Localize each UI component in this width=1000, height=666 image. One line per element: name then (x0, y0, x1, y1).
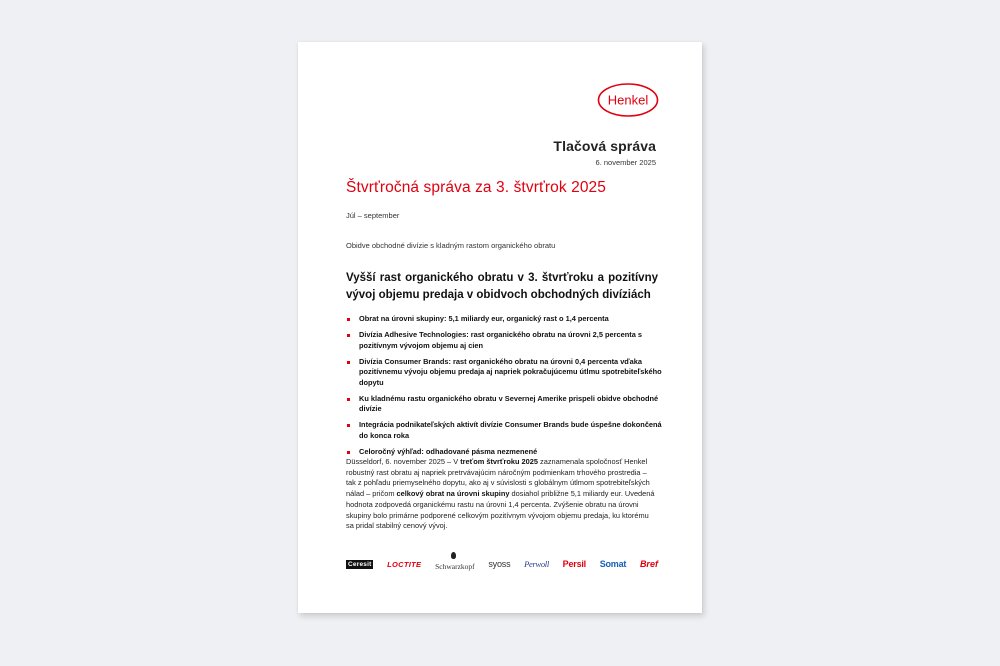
bullet-square-icon (347, 451, 350, 454)
bullet-square-icon (347, 398, 350, 401)
bullet-square-icon (347, 424, 350, 427)
release-date: 6. november 2025 (595, 158, 656, 167)
key-point: Celoročný výhľad: odhadované pásma nezmenené (346, 447, 666, 458)
key-point: Integrácia podnikateľských aktivít divízie Consumer Brands bude úspešne dokončená do konca roka (346, 420, 666, 441)
persil-logo: Persil (562, 559, 586, 569)
ceresit-logo: Ceresit (348, 560, 372, 568)
report-subtitle: Obidve obchodné divízie s kladným rastom organického obratu (346, 241, 556, 250)
bullet-square-icon (347, 334, 350, 337)
schwarzkopf-logo: Schwarzkopf (435, 558, 475, 571)
key-points-list (346, 314, 666, 463)
brand-logos-row (346, 556, 658, 572)
syoss-logo: syoss (488, 559, 511, 569)
perwoll-logo: Perwoll (524, 559, 549, 569)
bullet-square-icon (347, 361, 350, 364)
key-point: Divízia Adhesive Technologies: rast organického obratu na úrovni 2,5 percenta s pozitívnym vývojom objemu aj cien (346, 330, 666, 351)
bullet-square-icon (347, 318, 350, 321)
headline: Vyšší rast organického obratu v 3. štvrťroku a pozitívny vývoj objemu predaja v obidvoch obchodných divíziách (346, 272, 658, 301)
loctite-logo: LOCTITE (387, 559, 422, 569)
report-title: Štvrťročná správa za 3. štvrťrok 2025 (346, 179, 606, 196)
bref-logo: Bref (639, 559, 658, 569)
henkel-logo (597, 82, 659, 118)
press-release-title: Tlačová správa (553, 138, 656, 154)
svg-text:Henkel: Henkel (607, 92, 649, 108)
body-paragraph: Düsseldorf, 6. november 2025 – V treťom štvrťroku 2025 zaznamenala spoločnosť Henkel robustný rast obratu aj napriek pretrvávajúcim náročným podmienkam trhového prostredia – tak z pohľadu priemyselného dopytu, ako aj v súvislosti s globálnym útlmom spotrebiteľských nálad – pričom celkový obrat na úrovni skupiny dosiahol približne 5,1 miliardy eur. Uvedená hodnota zodpovedá organickému rastu na úrovni 1,4 percenta. Zvýšenie obratu na úrovni skupiny bolo primárne podporené celkovým pozitívnym vývojom objemu predaja, ku ktorému sa pridal stabilný cenový vývoj. (346, 457, 655, 531)
press-release-page (298, 42, 702, 613)
schwarzkopf-head-icon (451, 552, 456, 559)
key-point: Ku kladnému rastu organického obratu v Severnej Amerike prispeli obidve obchodné divízie (346, 394, 666, 415)
somat-logo: Somat (599, 559, 627, 569)
key-point: Obrat na úrovni skupiny: 5,1 miliardy eur, organický rast o 1,4 percenta (346, 314, 666, 325)
report-period: Júl – september (346, 211, 400, 220)
key-point: Divízia Consumer Brands: rast organického obratu na úrovni 0,4 percenta vďaka pozitívnemu vývoju objemu predaja aj napriek pokračujúcemu útlmu spotrebiteľského dopytu (346, 357, 666, 389)
